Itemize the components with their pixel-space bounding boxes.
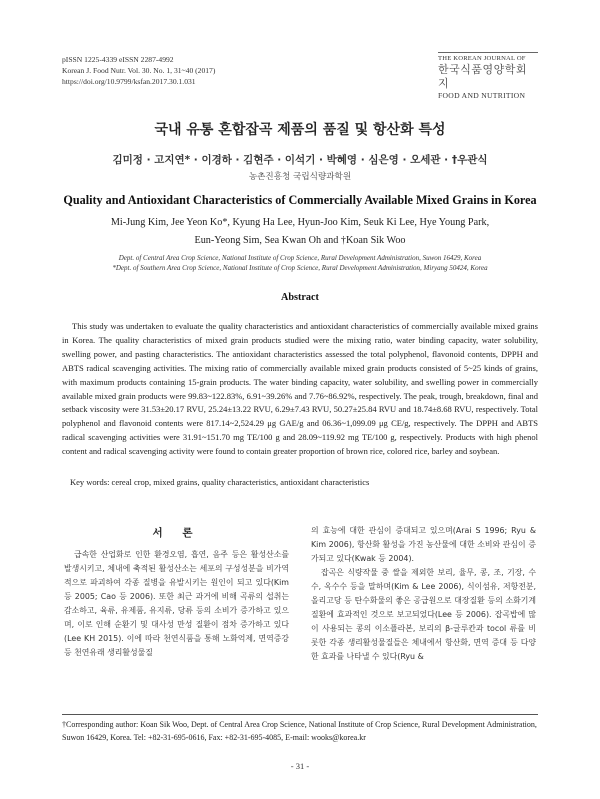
authors-english-line1: Mi-Jung Kim, Jee Yeon Ko*, Kyung Ha Lee, Hyun-Joo Kim, Seuk Ki Lee, Hye Young Park, xyxy=(110,217,490,228)
title-english: Quality and Antioxidant Characteristics of Commercially Available Mixed Grains in Korea xyxy=(63,193,537,207)
journal-name-en-line2: FOOD AND NUTRITION xyxy=(438,91,526,100)
citation-line: Korean J. Food Nutr. Vol. 30. No. 1, 31~40 (2017) xyxy=(62,66,216,75)
intro-paragraph-2: 잡곡은 식량작물 중 쌀을 제외한 보리, 율무, 콩, 조, 기장, 수수, 옥수수 등을 말하며(Kim & Lee 2006), 식이섬유, 저항전분, 올리고당 등 탄수화물의 좋은 공급원으로 대장질환 등의 소화기계 질환에 효과적인 것으로 보고되었다(Lee 등 2006). 잡곡밥에 많이 사용되는 콩의 이소플라본, 보리의 β-글루칸과 tocol 류를 비롯한 각종 생리활성물질들은 체내에서 항산화, 면역 증대 등 다양한 효과를 나타낼 수 있다(Ryu & xyxy=(311,568,536,661)
issn-line: pISSN 1225-4339 eISSN 2287-4992 xyxy=(62,55,174,64)
abstract-text: This study was undertaken to evaluate the quality characteristics and antioxidant characteristics of commercially available mixed grains in Korea. The quality characteristics of mixed grain products studied were the mixing ratio, water binding capacity, water solubility, swelling power, and pasting characteristics. The antioxidant characteristics assessed the total polyphenol, flavonoid contents, DPPH and ABTS radical scavenging activities. The mixing ratio of commercially available mixed grain products consisted of 5~25 kinds of grains, with maximum products containing 15-grain products. The water binding capacity, water solubility, and swelling power in commercially available mixed grain products were 99.83~122.83%, 6.91~39.26% and 7.76~86.92%, respectively. The peak, trough, breakdown, final and setback viscosity were 31.53±20.17 RVU, 25.24±13.22 RVU, 6.29±7.43 RVU, 50.27±25.84 RVU and 18.74±8.68 RVU, respectively. Total polyphenol and flavonoid contents were 817.14~2,524.29 μg GAE/g and 06.36~1,099.09 μg CE/g, respectively. The DPPH and ABTS radical scavenging activities were 31.91~151.70 mg TE/100 g and 28.09~119.92 mg TE/100 g, respectively. Products with high phenol content and radical scavenging activity were found to contain greater proportion of brown rice, colored rice, barley and soybean. xyxy=(62,321,538,457)
affiliation-english-2: *Dept. of Southern Area Crop Science, National Institute of Crop Science, Rural Development Administration, Miryang 50424, Korea xyxy=(112,264,488,272)
authors-english-line2: Eun-Yeong Sim, Sea Kwan Oh and †Koan Sik Woo xyxy=(194,235,406,246)
intro-paragraph-1: 급속한 산업화로 인한 환경오염, 흡연, 음주 등은 활성산소를 발생시키고, 체내에 축적된 활성산소는 세포의 구성성분을 비가역적으로 파괴하여 각종 질병을 유발시키는 원인이 되고 있다(Kim 등 2005; Cao 등 2006). 또한 최근 과거에 비해 곡류의 섭취는 감소하고, 육류, 유제품, 유지류, 당류 등의 소비가 증가하고 있으며, 이로 인해 순환기 및 대사성 만성 질환이 점차 증가하고 있다(Lee KH 2015). 이에 따라 천연식품을 통해 노화억제, 면역증강 등 천연유래 생리활성물질 xyxy=(64,550,289,657)
abstract-heading: Abstract xyxy=(281,292,319,303)
section-heading-introduction: 서 론 xyxy=(152,527,201,539)
affiliation-english-1: Dept. of Central Area Crop Science, National Institute of Crop Science, Rural Development Administration, Suwon 16429, Korea xyxy=(118,254,482,262)
logo-rule xyxy=(438,52,538,53)
journal-name-ko: 한국식품영양학회지 xyxy=(438,63,528,90)
citation-block xyxy=(62,54,215,87)
title-korean: 국내 유통 혼합잡곡 제품의 품질 및 항산화 특성 xyxy=(154,122,446,138)
footnote-divider xyxy=(62,714,538,715)
journal-name-en-line1: THE KOREAN JOURNAL OF xyxy=(438,55,526,62)
doi-line[interactable]: https://doi.org/10.9799/ksfan.2017.30.1.031 xyxy=(62,77,196,86)
body-column-right xyxy=(311,524,536,664)
keywords: Key words: cereal crop, mixed grains, quality characteristics, antioxidant characteristics xyxy=(70,477,370,487)
body-column-left xyxy=(64,524,289,660)
journal-logo xyxy=(438,52,538,101)
authors-english xyxy=(90,214,510,250)
page-number: - 31 - xyxy=(290,761,310,771)
affiliation-english xyxy=(60,253,540,273)
authors-korean: 김미정 · 고지연* · 이경하 · 김현주 · 이석기 · 박혜영 · 심은영 · 오세관 · †우관식 xyxy=(112,154,488,166)
affiliation-korean: 농촌진흥청 국립식량과학원 xyxy=(248,172,352,182)
corresponding-author-footnote: †Corresponding author: Koan Sik Woo, Dept. of Central Area Crop Science, National Institute of Crop Science, Rural Development Administration, Suwon 16429, Korea. Tel: +82-31-695-0616, Fax: +82-31-695-4085, E-mail: wooks@korea.kr xyxy=(62,720,537,742)
intro-paragraph-1-continued: 의 효능에 대한 관심이 증대되고 있으며(Arai S 1996; Ryu & Kim 2006), 항산화 활성을 가진 농산물에 대한 소비와 관심이 증가되고 있다(Kwak 등 2004). xyxy=(311,526,536,563)
